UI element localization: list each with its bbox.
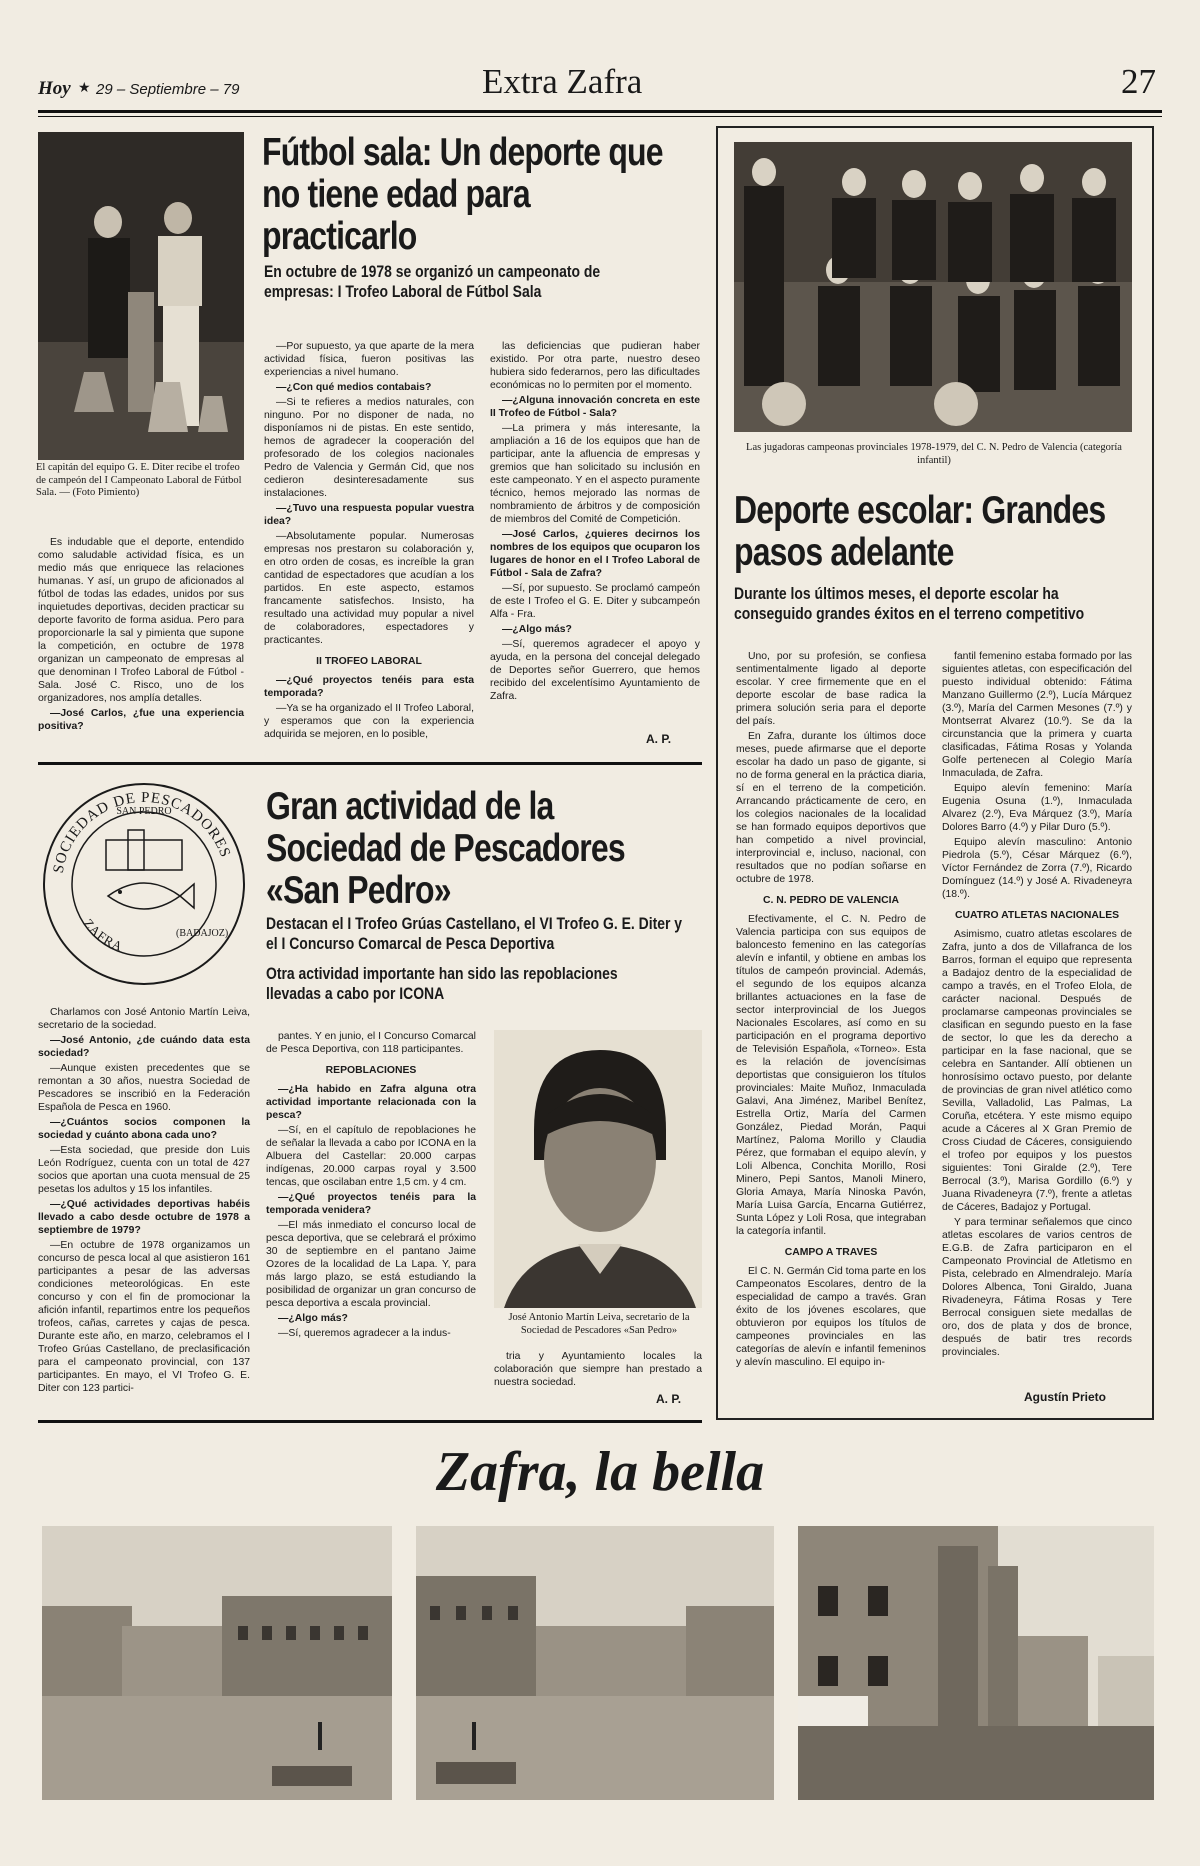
body-paragraph: —Sí, queremos agradecer a la indus- bbox=[278, 1328, 451, 1339]
seal-saint-text: SAN PEDRO bbox=[116, 806, 172, 817]
pesca-column-1 bbox=[38, 1006, 250, 1397]
team-photo bbox=[734, 142, 1132, 432]
portrait-photo bbox=[494, 1030, 702, 1308]
society-seal bbox=[36, 778, 252, 990]
seal-province-text: (BADAJOZ) bbox=[176, 928, 229, 939]
trophy-photo-caption: El capitán del equipo G. E. Diter recibe el trofeo de campeón del I Campeonato Laboral de Fútbol Sala. — (Foto Pimiento) bbox=[36, 462, 242, 499]
body-paragraph: Es indudable que el deporte, entendido como saludable actividad física, es un medio más que enriquece las relaciones humanas. Y así, un grupo de aficionados al fútbol de todas las edades, unidos por sus inquietudes deportivas, deciden practicar su deporte favorito de forma asidua. Pero para proporcionarle la sal y pimienta que supone la competición, en octubre de 1978 organizan un campeonato de empresas al que denominan I Trofeo Laboral de Fútbol - Sala. José C. Risco, uno de los organizadores, nos amplía detalles. bbox=[38, 537, 244, 704]
body-paragraph: Asimismo, cuatro atletas escolares de Zafra, junto a dos de Villafranca de los Barros, forman el equipo que representa a Badajoz dentro de la especialidad de campo a través, en el Trofeo Elola, de carácter nacional. Después de proclamarse campeonas provinciales se clasifican en segundo puesto en la fase de sector, lo que les da derecho a participar en la fase nacional, que se celebra en Santander. Allí obtienen un honrosísimo octavo puesto, por delante de provincias de gran nivel atlético como Sevilla, Valladolid, Las Palmas, La Coruña, etcétera. Y este mismo equipo acude a Cáceres al X Gran Premio de Cross Ciudad de Cáceres, consiguiendo el trofeo por equipos y los puestos siguientes: Toni Giralde (2.º), Tere Berrocal (3.º), Marisa Gordillo (6.º) y Juana Rivadeneyra (7.º), frente a atletas de Cáceres, Badajoz y Portugal. bbox=[942, 929, 1132, 1213]
section-subheading: C. N. PEDRO DE VALENCIA bbox=[762, 895, 900, 906]
question-paragraph: —¿Qué proyectos tenéis para esta temporada? bbox=[264, 675, 474, 699]
escolar-signature: Agustín Prieto bbox=[1024, 1390, 1107, 1404]
bottom-rule bbox=[38, 1420, 702, 1423]
pesca-headline: Gran actividad de la Sociedad de Pescadores «San Pedro» bbox=[266, 785, 625, 913]
body-paragraph: En Zafra, durante los últimos doce meses, puede afirmarse que el deporte escolar ha dado un paso de gigante, si no de forma general en la práctica diaria, sí en el terreno de la competición. Arrancando prácticamente de cero, en los colegios nacionales de la localidad se han formado equipos deportivos que han competido a nivel provincial, interprovincial e, incluso, nacional, con resultados que no podían soñarse en octubre de 1978. bbox=[736, 731, 926, 885]
question-paragraph: —¿Con qué medios contabais? bbox=[276, 382, 432, 393]
section-title: Extra Zafra bbox=[482, 62, 643, 101]
question-paragraph: —¿Algo más? bbox=[278, 1313, 348, 1324]
body-paragraph: —Ya se ha organizado el II Trofeo Laboral, y esperamos que con la experiencia adquirida se mejoren, en lo posible, bbox=[264, 703, 474, 740]
body-paragraph: fantil femenino estaba formado por las siguientes atletas, con especificación del puesto individual obtenido: Fátima Manzano Guillermo (2.º), Lucía Márquez (3.º), María del Carmen Mesones (7.º) y Montserrat Alvarez (10.º). Se da la circunstancia que la primera y cuarta clasificadas, Fátima Rosas y Yolanda Golfe pertenecen al Colegio María Inmaculada, de Zafra. bbox=[942, 651, 1132, 779]
question-paragraph: —José Carlos, ¿quieres decirnos los nombres de los equipos que ocuparon los lugares de honor en el I Trofeo Laboral de Fútbol - Sala de Zafra? bbox=[490, 529, 700, 579]
question-paragraph: —¿Cuántos socios componen la sociedad y cuánto abona cada uno? bbox=[38, 1117, 250, 1141]
futbol-column-2 bbox=[264, 340, 474, 743]
body-paragraph: —Si te refieres a medios naturales, con ninguno. Por no disponer de nada, no disponíamos ni de pistas. En este sentido, hemos de agradecer la cooperación del profesorado de los colegios nacionales Pedro de Valencia y Germán Cid, que nos cedieron desinteresadamente sus instalaciones. bbox=[264, 397, 474, 499]
portrait-caption: José Antonio Martín Leiva, secretario de la Sociedad de Pescadores «San Pedro» bbox=[508, 1312, 690, 1336]
trophy-photo bbox=[38, 132, 244, 460]
body-paragraph: Uno, por su profesión, se confiesa sentimentalmente ligado al deporte escolar. Y cree firmemente que en el deporte escolar de base radica la primera solución seria para el deporte del país. bbox=[736, 651, 926, 727]
futbol-column-1 bbox=[38, 536, 244, 735]
escolar-column-1 bbox=[736, 650, 926, 1371]
svg-text:SOCIEDAD DE PESCADORES bbox=[51, 790, 234, 875]
pesca-subheadline-1: Destacan el I Trofeo Grúas Castellano, el VI Trofeo G. E. Diter y el I Concurso Comarcal de Pesca Deportiva bbox=[266, 914, 683, 954]
body-paragraph: —En octubre de 1978 organizamos un concurso de pesca local al que asistieron 161 participantes a pesar de las adversas condiciones meteorológicas. En este concurso y con el fin de promocionar la afición infantil, repartimos entre los pequeños trofeos, cañas, carretes y cajas de pesca. Durante este año, en marzo, celebramos el I Trofeo Grúas Castellano, de preclasificación para el campeonato provincial, con 137 participantes. En mayo, el VI Trofeo G. E. Diter con 123 partici- bbox=[38, 1240, 250, 1394]
page-number: 27 bbox=[1121, 62, 1156, 101]
seal-bottom-text: ZAFRA bbox=[80, 915, 126, 955]
question-paragraph: —¿Algo más? bbox=[502, 624, 572, 635]
team-photo-caption: Las jugadoras campeonas provinciales 1978-1979, del C. N. Pedro de Valencia (categoría infantil) bbox=[746, 442, 1122, 466]
body-paragraph: El C. N. Germán Cid toma parte en los Campeonatos Escolares, dentro de la especialidad de campo a través. Gran éxito de los jóvenes escolares, que obtuvieron por equipos los títulos de campeones provinciales en las categorías de alevín e infantil femeninos y alevín masculino. El equipo in- bbox=[736, 1266, 926, 1368]
body-paragraph: —Sí, en el capítulo de repoblaciones he de señalar la llevada a cabo por ICONA en la Albuera del Castellar: 20.000 carpas indígenas, 20.000 carpas royal y 3.500 tencas, que oscilaban entre 1,5 cm. y 4 cm. bbox=[266, 1125, 476, 1188]
star-icon: ★ bbox=[78, 81, 91, 96]
pesca-column-2 bbox=[266, 1030, 476, 1342]
plaza-photo-1 bbox=[42, 1526, 392, 1800]
section-subheading: CUATRO ATLETAS NACIONALES bbox=[954, 910, 1120, 921]
body-paragraph: Equipo alevín masculino: Antonio Piedrola (5.º), César Márquez (6.º), Víctor Fernández de Zorra (7.º), Ricardo Domínguez (14.º) y José A. Rivadeneyra (18.º). bbox=[942, 837, 1132, 900]
futbol-signature: A. P. bbox=[646, 732, 672, 746]
body-paragraph: —Sí, por supuesto. Se proclamó campeón de este I Trofeo el G. E. Diter y subcampeón Alfa - Fra. bbox=[490, 583, 700, 620]
issue-date: 29 – Septiembre – 79 bbox=[96, 81, 240, 98]
futbol-headline: Fútbol sala: Un deporte que no tiene edad para practicarlo bbox=[262, 131, 663, 259]
question-paragraph: —¿Tuvo una respuesta popular vuestra idea? bbox=[264, 503, 474, 527]
section-subheading: II TROFEO LABORAL bbox=[316, 656, 422, 667]
futbol-subheadline: En octubre de 1978 se organizó un campeonato de empresas: I Trofeo Laboral de Fútbol Sala bbox=[264, 262, 601, 302]
palace-photo bbox=[798, 1526, 1154, 1800]
plaza-photo-2 bbox=[416, 1526, 774, 1800]
bella-headline: Zafra, la bella bbox=[435, 1441, 765, 1503]
body-paragraph: —Esta sociedad, que preside don Luis León Rodríguez, cuenta con un total de 427 socios que aportan una cuota mensual de 25 pesetas los adultos y 15 los infantiles. bbox=[38, 1145, 250, 1195]
body-paragraph: pantes. Y en junio, el I Concurso Comarcal de Pesca Deportiva, con 118 participantes. bbox=[266, 1031, 476, 1055]
section-subheading: CAMPO A TRAVES bbox=[784, 1247, 878, 1258]
body-paragraph: —Aunque existen precedentes que se remontan a 30 años, nuestra Sociedad de Pescadores se inscribió en la Federación Española de Pesca en 1960. bbox=[38, 1063, 250, 1113]
body-paragraph: —La primera y más interesante, la ampliación a 16 de los equipos que han de participar, ante la afluencia de empresas y gremios que han solicitado su inclusión en este campeonato. Y en el aspecto puramente técnico, hemos mejorado las normas de nombramiento de árbitros y de composición de miembros del Comité de Competición. bbox=[490, 423, 700, 525]
body-paragraph: Efectivamente, el C. N. Pedro de Valencia participa con sus equipos de baloncesto femenino en las categorías alevín e infantil, y obtiene en ambas los títulos de campeón provincial. Además, el segundo de los equipos alcanza brillantes actuaciones en la fase de sector interprovincial de los Juegos Nacionales Escolares, así como en su participación en el programa deportivo de Televisión Española, «Torneo». Esta es la relación de jovencísimas deportistas que consiguieron los títulos provinciales: Maite Muñoz, Inmaculada Galavi, Ana Jiménez, Maribel Benítez, Estrella Ortiz, María del Carmen González, Piedad Morán, Paqui Martínez, Paloma Morillo y Claudia Pérez, que formaban el equipo alevín, y Loli Albenca, Conchita Morillo, Rosi Minero, Pepi Santos, Manoli Minero, Gloria Amaya, María Ninoska Pavón, María Luisa García, Encarna Gutiérrez, Sunta López y Loli Rosa, que integraban la categoría infantil. bbox=[736, 914, 926, 1237]
body-paragraph: Equipo alevín femenino: María Eugenia Osuna (1.º), Inmaculada Alvarez (2.º), Eva Márquez (3.º), María Dolores Barro (4.º) y Pilar Duro (5.º). bbox=[942, 783, 1132, 833]
section-subheading: REPOBLACIONES bbox=[325, 1065, 417, 1076]
body-paragraph: Charlamos con José Antonio Martín Leiva, secretario de la sociedad. bbox=[38, 1007, 250, 1031]
pesca-subheadline-2: Otra actividad importante han sido las repoblaciones llevadas a cabo por ICONA bbox=[266, 964, 618, 1004]
body-paragraph: —Sí, queremos agradecer el apoyo y ayuda, en la persona del concejal delegado de Deportes señor Guerrero, que hemos recibido del excelentísimo Ayuntamiento de Zafra. bbox=[490, 639, 700, 702]
question-paragraph: —¿Qué actividades deportivas habéis llevado a cabo desde octubre de 1978 a septiembre de 1979? bbox=[38, 1199, 250, 1236]
pesca-signature: A. P. bbox=[656, 1392, 682, 1406]
question-paragraph: —¿Ha habido en Zafra alguna otra actividad importante relacionada con la pesca? bbox=[266, 1084, 476, 1121]
body-paragraph: las deficiencias que pudieran haber existido. Por otra parte, nuestro deseo hubiera sido federarnos, pero las dificultades económicas no lo permiten por el momento. bbox=[490, 341, 700, 391]
masthead-rule bbox=[38, 110, 1162, 113]
body-paragraph: —Por supuesto, ya que aparte de la mera actividad física, fueron positivas las experiencias a nivel humano. bbox=[264, 341, 474, 378]
masthead-rule-thin bbox=[38, 116, 1162, 117]
escolar-subheadline: Durante los últimos meses, el deporte escolar ha conseguido grandes éxitos en el terreno competitivo bbox=[734, 584, 1085, 624]
svg-text:ZAFRA bbox=[81, 916, 126, 954]
body-paragraph: —Absolutamente popular. Numerosas empresas nos prestaron su colaboración y, en otro orden de cosas, es increíble la gran cantidad de espectadores que acudían a los partidos. En este aspecto, estamos francamente satisfechos. Insisto, ha resultado una actividad muy popular a nivel de colaboradores, espectadores y practicantes. bbox=[264, 531, 474, 646]
body-paragraph: —El más inmediato el concurso local de pesca deportiva, que se celebrará el próximo 30 de septiembre en el pantano Jaime Ozores de la localidad de La Lapa. Y, para más largo plazo, se está estudiando la posibilidad de organizar un gran concurso de pesca deportiva a escala provincial. bbox=[266, 1220, 476, 1309]
question-paragraph: —José Antonio, ¿de cuándo data esta sociedad? bbox=[38, 1035, 250, 1059]
body-paragraph: Y para terminar señalemos que cinco atletas escolares de varios centros de E.G.B. de Zafra participaron en el Campeonato Provincial de Atletismo en Pista, celebrado en Almendralejo. María Dolores Albenca, Toni Giraldo, Juana Rivadeneyra, Fátima Rosas y Tere Berrocal consiguen siete medallas de oro, dos de plata y dos de bronce, después de batir tres records provinciales. bbox=[942, 1217, 1132, 1358]
body-paragraph: tria y Ayuntamiento locales la colaboración que siempre han prestado a nuestra sociedad. bbox=[494, 1351, 702, 1388]
question-paragraph: —José Carlos, ¿fue una experiencia positiva? bbox=[38, 708, 244, 732]
escolar-column-2 bbox=[942, 650, 1132, 1361]
section-divider bbox=[38, 762, 702, 765]
futbol-column-3 bbox=[490, 340, 700, 705]
escolar-headline: Deporte escolar: Grandes pasos adelante bbox=[734, 489, 1106, 575]
logo-hoy: Hoy bbox=[38, 78, 71, 99]
question-paragraph: —¿Alguna innovación concreta en este II Trofeo de Fútbol - Sala? bbox=[490, 395, 700, 419]
pesca-column-3 bbox=[494, 1350, 702, 1391]
seal-top-text: SOCIEDAD DE PESCADORES bbox=[50, 789, 234, 875]
question-paragraph: —¿Qué proyectos tenéis para la temporada venidera? bbox=[266, 1192, 476, 1216]
